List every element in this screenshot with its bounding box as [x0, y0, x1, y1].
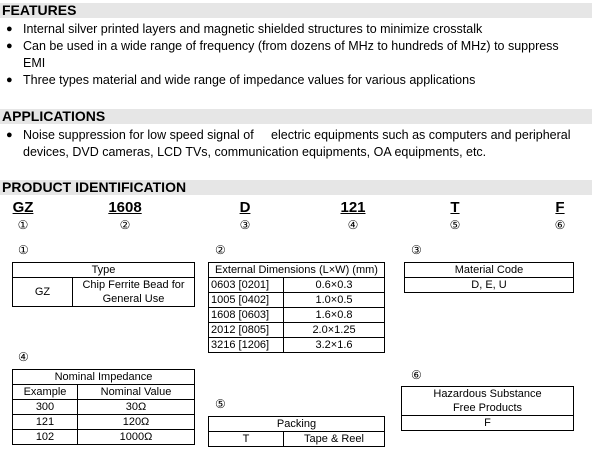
- table-packing-number: ⑤: [215, 397, 226, 411]
- type-description-line1: Chip Ferrite Bead for: [82, 279, 185, 291]
- impedance-example-cell: 300: [13, 400, 78, 415]
- dimension-code-cell: 1608 [0603]: [209, 308, 284, 323]
- impedance-value-cell: 30Ω: [78, 400, 195, 415]
- hazardous-value-cell: F: [402, 416, 574, 431]
- packing-table: [208, 416, 385, 447]
- hazardous-header-line1: Hazardous Substance: [433, 388, 542, 400]
- application-text-continued: devices, DVD cameras, LCD TVs, communication equipments, OA equipments, etc.: [23, 145, 487, 159]
- application-text: Noise suppression for low speed signal of electric equipments such as computers and peripheral: [23, 128, 571, 142]
- hazardous-table: [401, 386, 574, 431]
- feature-text: Can be used in a wide range of frequency (from dozens of MHz to hundreds of MHz) to suppress: [23, 39, 559, 53]
- type-description-line2: General Use: [102, 293, 165, 305]
- feature-text-continued: EMI: [23, 56, 46, 70]
- impedance-example-cell: 121: [13, 415, 78, 430]
- code-part-6: F: [555, 199, 565, 216]
- features-heading: FEATURES: [0, 3, 592, 18]
- feature-text: Internal silver printed layers and magnetic shielded structures to minimize crosstalk: [23, 22, 483, 36]
- impedance-value-cell: 1000Ω: [78, 430, 195, 445]
- material-value-cell: D, E, U: [405, 278, 574, 293]
- bullet-icon: ●: [6, 74, 13, 86]
- dimension-code-cell: 0603 [0201]: [209, 278, 284, 293]
- impedance-table: [12, 369, 195, 445]
- table-row: [13, 400, 195, 415]
- table-impedance-number: ④: [18, 350, 29, 364]
- code-part-2-number: ②: [119, 218, 131, 232]
- table-row: [13, 430, 195, 445]
- dimensions-table: [208, 262, 385, 353]
- dimension-code-cell: 2012 [0805]: [209, 323, 284, 338]
- type-description-cell: [73, 278, 195, 307]
- dimension-value-cell: 3.2×1.6: [284, 338, 385, 353]
- table-material-number: ③: [411, 243, 422, 257]
- table-row: [209, 338, 385, 353]
- code-part-3-number: ③: [239, 218, 251, 232]
- type-code-cell: GZ: [13, 278, 73, 307]
- table-row: [209, 278, 385, 293]
- impedance-col-header: Example: [13, 385, 78, 400]
- bullet-icon: ●: [6, 129, 13, 141]
- code-part-3: D: [239, 199, 251, 216]
- table-hazardous-number: ⑥: [411, 368, 422, 382]
- dimension-code-cell: 1005 [0402]: [209, 293, 284, 308]
- packing-table-header: Packing: [209, 417, 385, 432]
- product-identification-heading: PRODUCT IDENTIFICATION: [0, 180, 592, 195]
- table-row: [209, 308, 385, 323]
- code-part-6-number: ⑥: [554, 218, 566, 232]
- type-table-header: Type: [13, 263, 195, 278]
- material-table-header: Material Code: [405, 263, 574, 278]
- applications-heading: APPLICATIONS: [0, 109, 592, 124]
- table-row: [13, 415, 195, 430]
- impedance-table-header: Nominal Impedance: [13, 370, 195, 385]
- code-part-1-number: ①: [17, 218, 29, 232]
- packing-code-cell: T: [209, 432, 284, 447]
- hazardous-header-line2: Free Products: [452, 402, 523, 414]
- dimension-value-cell: 0.6×0.3: [284, 278, 385, 293]
- code-part-5: T: [450, 199, 460, 216]
- table-type-number: ①: [18, 243, 29, 257]
- table-row: [209, 293, 385, 308]
- hazardous-table-header: [402, 387, 574, 416]
- dimension-value-cell: 2.0×1.25: [284, 323, 385, 338]
- bullet-icon: ●: [6, 23, 13, 35]
- feature-text: Three types material and wide range of impedance values for various applications: [23, 73, 476, 87]
- material-table: [404, 262, 574, 293]
- code-part-5-number: ⑤: [449, 218, 461, 232]
- code-part-2: 1608: [108, 199, 142, 216]
- type-table: [12, 262, 195, 307]
- packing-value-cell: Tape & Reel: [284, 432, 385, 447]
- code-part-4-number: ④: [347, 218, 359, 232]
- dimensions-table-header: External Dimensions (L×W) (mm): [209, 263, 385, 278]
- code-part-4: 121: [340, 199, 366, 216]
- impedance-example-cell: 102: [13, 430, 78, 445]
- impedance-value-cell: 120Ω: [78, 415, 195, 430]
- dimension-code-cell: 3216 [1206]: [209, 338, 284, 353]
- dimension-value-cell: 1.0×0.5: [284, 293, 385, 308]
- table-row: [209, 323, 385, 338]
- dimension-value-cell: 1.6×0.8: [284, 308, 385, 323]
- bullet-icon: ●: [6, 40, 13, 52]
- code-part-1: GZ: [12, 199, 34, 216]
- table-dimensions-number: ②: [215, 243, 226, 257]
- impedance-col-header: Nominal Value: [78, 385, 195, 400]
